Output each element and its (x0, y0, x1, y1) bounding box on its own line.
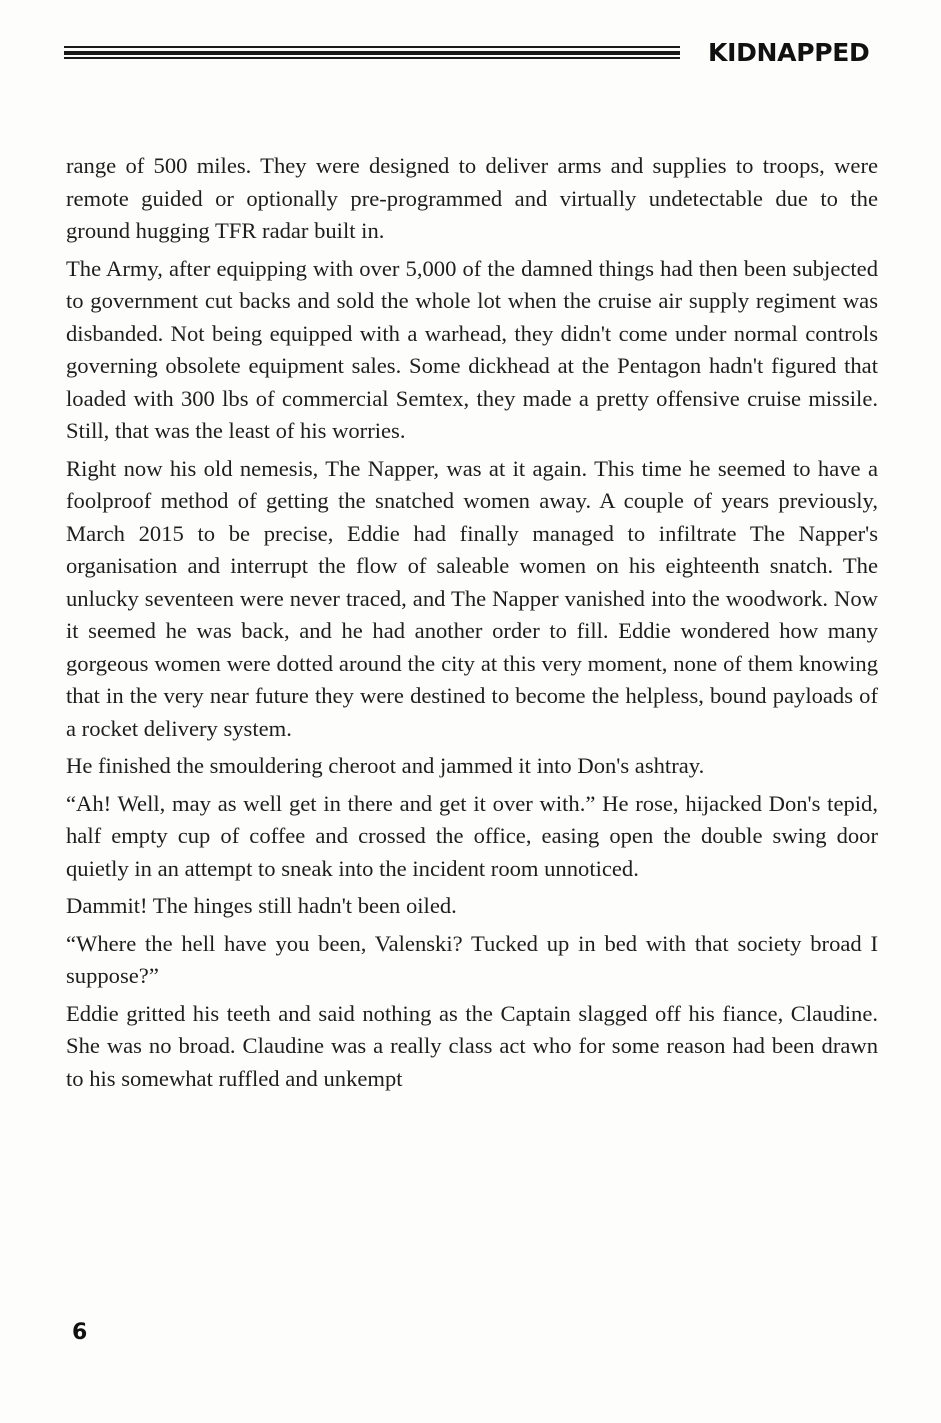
page-number: 6 (72, 1320, 88, 1345)
paragraph: “Where the hell have you been, Valenski? Tucked up in bed with that society broad I suppose?” (66, 930, 878, 988)
header-rule-thin-top (64, 46, 680, 48)
paragraph: He finished the smouldering cheroot and jammed it into Don's ashtray. (66, 753, 705, 778)
header-rule-lines (64, 44, 680, 60)
paragraph: Dammit! The hinges still hadn't been oiled. (66, 893, 457, 918)
paragraph: “Ah! Well, may as well get in there and get it over with.” He rose, hijacked Don's tepid, half empty cup of coffee and crossed the office, easing open the double swing door quietly in an attempt to sneak into the incident room unnoticed. (66, 790, 878, 881)
paragraph: The Army, after equipping with over 5,000 of the damned things had then been subjected to government cut backs and sold the whole lot when the cruise air supply regiment was disbanded. Not being equipped with a warhead, they didn't come under normal controls governing obsolete equipment sales. Some dickhead at the Pentagon hadn't figured that loaded with 300 lbs of commercial Semtex, they made a pretty offensive cruise missile. Still, that was the least of his worries. (66, 255, 878, 443)
paragraph: Right now his old nemesis, The Napper, was at it again. This time he seemed to have a foolproof method of getting the snatched women away. A couple of years previously, March 2015 to be precise, Eddie had finally managed to infiltrate The Napper's organisation and interrupt the flow of saleable women on his eighteenth snatch. The unlucky seventeen were never traced, and The Napper vanished into the woodwork. Now it seemed he was back, and he had another order to fill. Eddie wondered how many gorgeous women were dotted around the city at this very moment, none of them knowing that in the very near future they were destined to become the helpless, bound payloads of a rocket delivery system. (66, 455, 878, 741)
header-rule-thick (64, 51, 680, 55)
header-rule-thin-bottom (64, 57, 680, 59)
paragraph: range of 500 miles. They were designed to deliver arms and supplies to troops, were remote guided or optionally pre-programmed and virtually undetectable due to the ground hugging TFR radar built in. (66, 153, 878, 243)
body-text (66, 150, 878, 1100)
paragraph: Eddie gritted his teeth and said nothing as the Captain slagged off his fiance, Claudine. She was no broad. Claudine was a really class act who for some reason had been drawn to his somewhat ruffled and unkempt (66, 1000, 878, 1091)
running-title: KIDNAPPED (708, 38, 870, 67)
